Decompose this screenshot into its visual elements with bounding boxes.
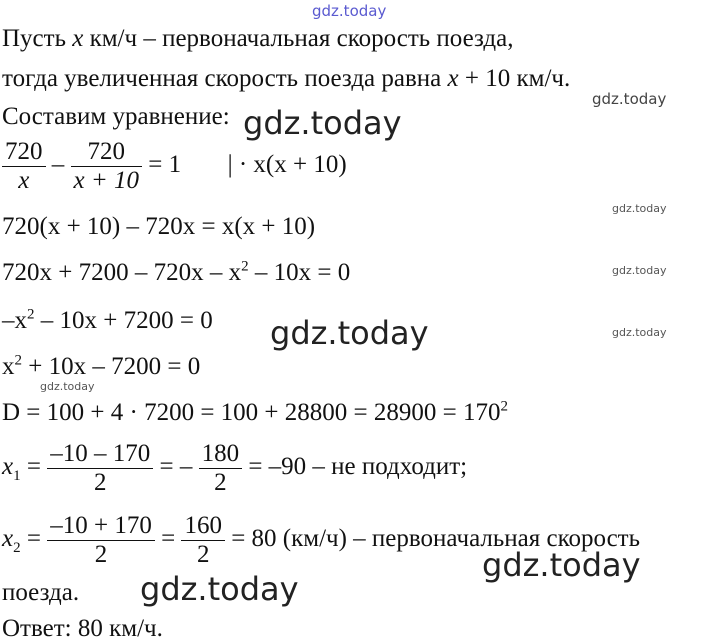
equation-4: $-x^2 - 10x + 7200 = 0$ — [2, 306, 213, 334]
watermark: gdz.today — [482, 546, 641, 584]
watermark: gdz.today — [612, 264, 667, 277]
fraction: $\frac{720}{x + 10}$ — [71, 138, 142, 195]
fraction: $\frac{-10 + 170}{2}$ — [47, 512, 155, 569]
equation-5: $x^2 + 10x - 7200 = 0$ — [2, 352, 201, 380]
text-line-2: тогда увеличенная скорость поезда равна x + 10 км/ч. — [2, 65, 571, 92]
watermark: gdz.today — [40, 380, 95, 393]
fraction: $\frac{720}{x}$ — [2, 138, 46, 195]
watermark: gdz.today — [612, 202, 667, 215]
text-line-1: Пусть x км/ч – первоначальная скорость поезда, — [2, 25, 514, 52]
watermark: gdz.today — [270, 314, 429, 352]
fraction: $\frac{180}{2}$ — [199, 440, 243, 497]
equation-6: $D = 100 + 4 \cdot 7200 = 100 + 28800 = 28900 = 170^2$ — [2, 398, 508, 426]
answer: Ответ: 80 км/ч. — [2, 615, 163, 642]
equation-2: 720(x + 10) – 720x = x(x + 10) — [2, 213, 316, 240]
watermark: gdz.today — [612, 326, 667, 339]
equation-7: $x_1$ = $\frac{-10 - 170}{2}$ = – $\frac{180}{2}$ = –90 – не подходит; — [2, 440, 468, 496]
watermark: gdz.today — [592, 90, 667, 108]
text-line-continuation: поезда. — [2, 579, 80, 606]
fraction: $\frac{-10 - 170}{2}$ — [47, 440, 153, 497]
text-line-3: Составим уравнение: — [2, 103, 230, 130]
watermark: gdz.today — [312, 2, 387, 20]
watermark: gdz.today — [140, 570, 299, 608]
equation-1: $\frac{720}{x}$ – $\frac{720}{x + 10}$ = 1 | · x(x + 10) — [2, 138, 347, 195]
fraction: $\frac{160}{2}$ — [181, 512, 225, 569]
equation-3: $720x + 7200 - 720x - x^2 - 10x = 0$ — [2, 258, 351, 286]
equation-8: $x_2$ = $\frac{-10 + 170}{2}$ = $\frac{160}{2}$ = 80 (км/ч) – первоначальная скорость — [2, 512, 641, 568]
watermark: gdz.today — [243, 104, 402, 142]
